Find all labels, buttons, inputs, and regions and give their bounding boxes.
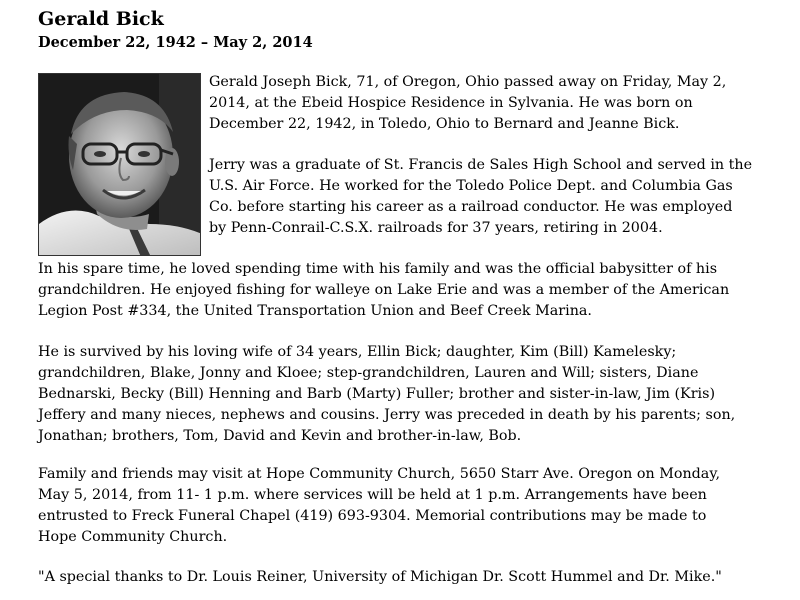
text-line: Jonathan; brothers, Tom, David and Kevin and brother-in-law, Bob. [38, 428, 522, 444]
portrait-photo [38, 73, 201, 256]
text-line: In his spare time, he loved spending time with his family and was the official babysitter of his [38, 261, 718, 277]
text-line: December 22, 1942, in Toledo, Ohio to Bernard and Jeanne Bick. [209, 116, 680, 132]
text-line: He is survived by his loving wife of 34 years, Ellin Bick; daughter, Kim (Bill) Kamelesky; [38, 344, 677, 360]
text-line: 2014, at the Ebeid Hospice Residence in Sylvania. He was born on [209, 95, 693, 111]
paragraph-intro [209, 72, 726, 135]
text-line: grandchildren, Blake, Jonny and Kloee; step-grandchildren, Lauren and Will; sisters, Diane [38, 365, 699, 381]
text-line: "A special thanks to Dr. Louis Reiner, University of Michigan Dr. Scott Hummel and Dr. Mike." [38, 569, 722, 585]
text-line: by Penn-Conrail-C.S.X. railroads for 37 years, retiring in 2004. [209, 220, 663, 236]
text-line: Family and friends may visit at Hope Community Church, 5650 Starr Ave. Oregon on Monday, [38, 466, 721, 482]
obituary-name: Gerald Bick [38, 8, 164, 30]
obituary-dates: December 22, 1942 – May 2, 2014 [38, 34, 313, 51]
paragraph-career [209, 155, 752, 239]
text-line: U.S. Air Force. He worked for the Toledo Police Dept. and Columbia Gas [209, 178, 733, 194]
paragraph-hobbies [38, 259, 729, 322]
paragraph-thanks [38, 567, 722, 588]
paragraph-survivors [38, 342, 735, 447]
text-line: grandchildren. He enjoyed fishing for walleye on Lake Erie and was a member of the American [38, 282, 730, 298]
text-line: Jeffery and many nieces, nephews and cousins. Jerry was preceded in death by his parents; son, [38, 407, 736, 423]
text-line: Gerald Joseph Bick, 71, of Oregon, Ohio passed away on Friday, May 2, [209, 74, 727, 90]
text-line: entrusted to Freck Funeral Chapel (419) 693-9304. Memorial contributions may be made to [38, 508, 707, 524]
text-line: Hope Community Church. [38, 529, 228, 545]
text-line: Bednarski, Becky (Bill) Henning and Barb (Marty) Fuller; brother and sister-in-law, Jim (Kris) [38, 386, 716, 402]
text-line: Legion Post #334, the United Transportation Union and Beef Creek Marina. [38, 303, 592, 319]
text-line: Co. before starting his career as a railroad conductor. He was employed [209, 199, 733, 215]
text-line: Jerry was a graduate of St. Francis de Sales High School and served in the [209, 157, 753, 173]
text-line: May 5, 2014, from 11- 1 p.m. where services will be held at 1 p.m. Arrangements have been [38, 487, 707, 503]
paragraph-services [38, 464, 720, 548]
